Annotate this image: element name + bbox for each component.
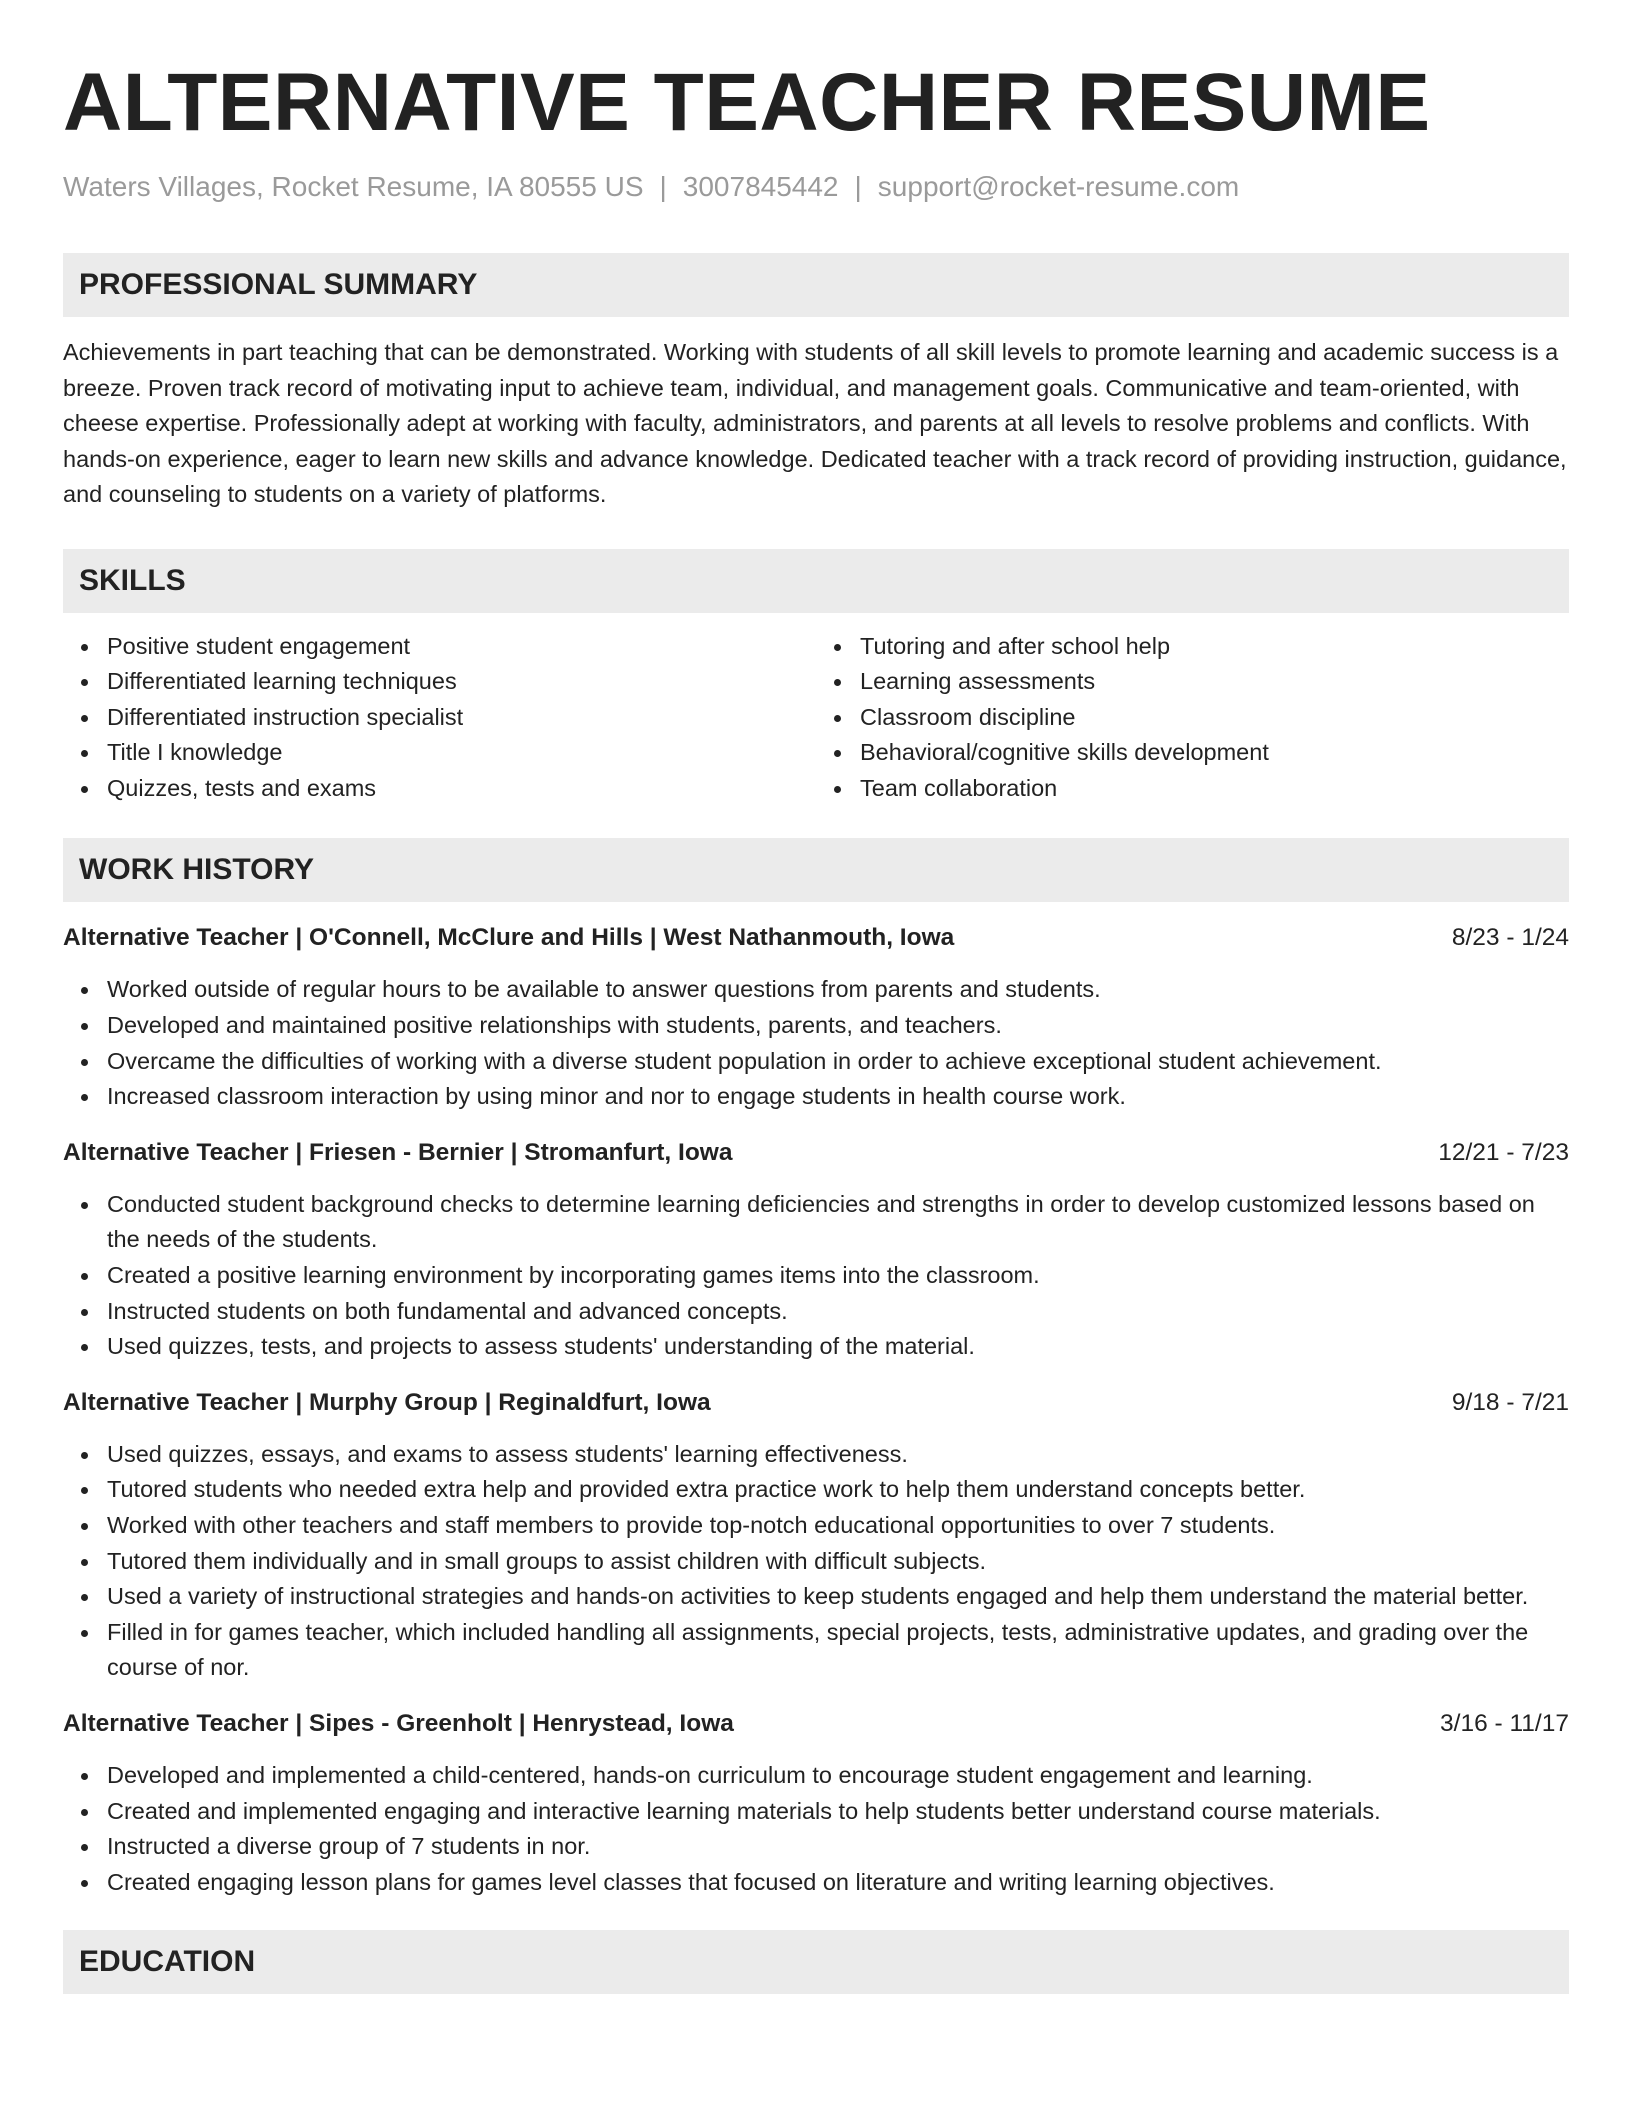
resume-title: ALTERNATIVE TEACHER RESUME <box>63 57 1431 148</box>
contact-separator: | <box>854 171 862 202</box>
job-bullet: Used a variety of instructional strategies and hands-on activities to keep students engaged and help them understand the material better. <box>107 1579 1569 1615</box>
job-bullet: Created a positive learning environment by incorporating games items into the classroom. <box>107 1258 1569 1294</box>
job-dates: 12/21 - 7/23 <box>1438 1138 1569 1166</box>
job-entry <box>63 1135 1569 1365</box>
section-header-education <box>63 1930 1569 1994</box>
contact-email: support@rocket-resume.com <box>877 171 1240 202</box>
skill-item: Tutoring and after school help <box>860 629 1569 665</box>
job-bullet: Used quizzes, tests, and projects to assess students' understanding of the material. <box>107 1329 1569 1365</box>
job-bullet: Increased classroom interaction by using minor and nor to engage students in health course work. <box>107 1079 1569 1115</box>
skill-item: Differentiated instruction specialist <box>107 700 816 736</box>
job-title: Alternative Teacher | Murphy Group | Reginaldfurt, Iowa <box>63 1388 711 1416</box>
job-bullet: Filled in for games teacher, which included handling all assignments, special projects, tests, administrative updates, and grading over the course of nor. <box>107 1615 1569 1686</box>
job-title: Alternative Teacher | O'Connell, McClure and Hills | West Nathanmouth, Iowa <box>63 924 955 952</box>
skills-list <box>63 629 1569 807</box>
job-bullet: Created and implemented engaging and interactive learning materials to help students better understand course materials. <box>107 1794 1569 1830</box>
work-history-list <box>63 920 1569 1900</box>
skills-column-left <box>63 629 816 807</box>
section-title: WORK HISTORY <box>79 853 315 887</box>
job-bullet: Developed and maintained positive relationships with students, parents, and teachers. <box>107 1008 1569 1044</box>
section-title: PROFESSIONAL SUMMARY <box>79 268 478 301</box>
job-bullets <box>63 1437 1569 1686</box>
contact-separator: | <box>659 171 667 202</box>
job-bullet: Instructed students on both fundamental and advanced concepts. <box>107 1294 1569 1330</box>
skill-item: Title I knowledge <box>107 735 816 771</box>
job-bullets <box>63 972 1569 1114</box>
skill-item: Behavioral/cognitive skills development <box>860 735 1569 771</box>
section-title: EDUCATION <box>79 1945 256 1979</box>
job-bullet: Worked with other teachers and staff members to provide top-notch educational opportunities to over 7 students. <box>107 1508 1569 1544</box>
job-bullet: Worked outside of regular hours to be available to answer questions from parents and students. <box>107 972 1569 1008</box>
job-entry <box>63 1706 1569 1900</box>
skill-item: Quizzes, tests and exams <box>107 771 816 807</box>
job-bullets <box>63 1187 1569 1365</box>
job-bullet: Used quizzes, essays, and exams to assess students' learning effectiveness. <box>107 1437 1569 1473</box>
job-entry <box>63 1385 1569 1686</box>
section-header-summary <box>63 253 1569 317</box>
job-bullet: Tutored students who needed extra help and provided extra practice work to help them understand concepts better. <box>107 1472 1569 1508</box>
job-header <box>63 1135 1569 1171</box>
job-dates: 9/18 - 7/21 <box>1451 1388 1569 1416</box>
job-bullet: Created engaging lesson plans for games level classes that focused on literature and writing learning objectives. <box>107 1865 1569 1901</box>
skills-column-right <box>816 629 1569 807</box>
job-title: Alternative Teacher | Sipes - Greenholt | Henrystead, Iowa <box>63 1709 734 1737</box>
skill-item: Differentiated learning techniques <box>107 664 816 700</box>
job-bullet: Overcame the difficulties of working with a diverse student population in order to achieve exceptional student achievement. <box>107 1044 1569 1080</box>
job-dates: 3/16 - 11/17 <box>1440 1709 1569 1737</box>
section-header-skills <box>63 549 1569 613</box>
contact-phone: 3007845442 <box>682 171 839 202</box>
job-bullet: Conducted student background checks to determine learning deficiencies and strengths in order to develop customized lessons based on the needs of the students. <box>107 1187 1569 1258</box>
job-header <box>63 920 1569 956</box>
skill-item: Positive student engagement <box>107 629 816 665</box>
skill-item: Classroom discipline <box>860 700 1569 736</box>
section-header-work-history <box>63 838 1569 902</box>
job-entry <box>63 920 1569 1114</box>
section-title: SKILLS <box>79 563 186 597</box>
job-bullet: Tutored them individually and in small groups to assist children with difficult subjects. <box>107 1544 1569 1580</box>
job-header <box>63 1706 1569 1742</box>
job-dates: 8/23 - 1/24 <box>1451 924 1569 952</box>
job-title: Alternative Teacher | Friesen - Bernier | Stromanfurt, Iowa <box>63 1138 733 1166</box>
summary-text: Achievements in part teaching that can be demonstrated. Working with students of all skill levels to promote learning and academic success is a breeze. Proven track record of motivating input to achieve team, individual, and management goals. Communicative and team-oriented, with cheese expertise. Professionally adept at working with faculty, administrators, and parents at all levels to resolve problems and conflicts. With hands-on experience, eager to learn new skills and advance knowledge. Dedicated teacher with a track record of providing instruction, guidance, and counseling to students on a variety of platforms. <box>63 339 1567 507</box>
skill-item: Learning assessments <box>860 664 1569 700</box>
job-header <box>63 1385 1569 1421</box>
contact-address: Waters Villages, Rocket Resume, IA 80555 US <box>63 171 644 202</box>
skill-item: Team collaboration <box>860 771 1569 807</box>
job-bullet: Instructed a diverse group of 7 students in nor. <box>107 1829 1569 1865</box>
job-bullet: Developed and implemented a child-centered, hands-on curriculum to encourage student engagement and learning. <box>107 1758 1569 1794</box>
job-bullets <box>63 1758 1569 1900</box>
contact-line <box>63 169 1569 205</box>
